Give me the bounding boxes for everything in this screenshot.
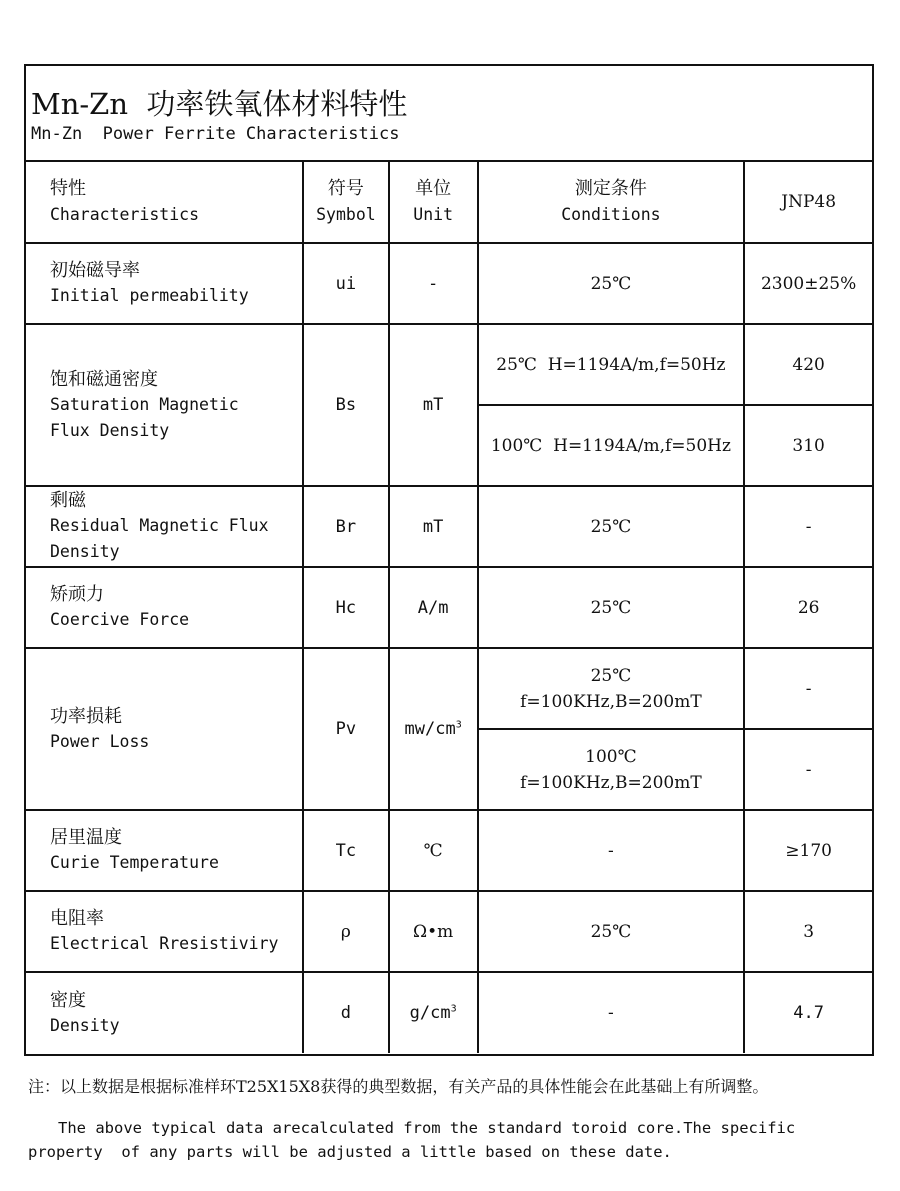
value-cell: ≥170: [744, 810, 872, 891]
characteristic-cell: [26, 243, 303, 324]
characteristic-cell: [26, 324, 303, 486]
value-cell: 3: [744, 891, 872, 972]
title-block: [26, 66, 872, 162]
characteristic-cn: 电阻率: [50, 908, 104, 929]
unit-cell: -: [389, 243, 478, 324]
condition-parameters: f=100KHz,B=200mT: [520, 691, 702, 712]
condition-cell: 25℃: [478, 486, 745, 567]
header-conditions: [478, 162, 745, 243]
condition-cell: 25℃: [478, 567, 745, 648]
table-row-coercive-force: [26, 567, 872, 648]
note-chinese: 注：以上数据是根据标准样环T25X15X8获得的典型数据，有关产品的具体性能会在此基础上有所调整。: [28, 1077, 769, 1096]
note-english: [28, 1116, 868, 1164]
characteristic-en: Coercive Force: [50, 610, 190, 629]
condition-cell: -: [478, 972, 745, 1053]
table-row-residual-flux-density: [26, 486, 872, 567]
note-english-line1: The above typical data arecalculated from the standard toroid core.The specific: [58, 1119, 796, 1137]
characteristic-en-line1: Residual Magnetic Flux: [50, 516, 269, 535]
header-conditions-en: Conditions: [561, 205, 661, 224]
value-cell: -: [744, 648, 872, 729]
characteristic-cell: [26, 891, 303, 972]
table-row-electrical-resistivity: [26, 891, 872, 972]
ferrite-spec-sheet: [24, 64, 874, 1056]
header-unit-en: Unit: [413, 205, 454, 224]
value-cell: 420: [744, 324, 872, 405]
characteristic-en-line1: Saturation Magnetic: [50, 394, 239, 414]
title-english: Mn-Zn Power Ferrite Characteristics: [31, 124, 400, 144]
header-symbol-cn: 符号: [327, 178, 364, 199]
condition-parameters: f=100KHz,B=200mT: [520, 772, 702, 793]
value-cell: 310: [744, 405, 872, 486]
characteristic-en: Power Loss: [50, 731, 150, 751]
unit-base: mw/cm: [404, 719, 456, 739]
characteristic-cn: 剩磁: [50, 490, 86, 511]
characteristic-cn: 初始磁导率: [50, 260, 140, 281]
characteristic-en-line2: Density: [50, 542, 120, 561]
symbol-cell: ui: [303, 243, 389, 324]
header-conditions-cn: 测定条件: [574, 178, 647, 199]
title-chinese: Mn-Zn 功率铁氧体材料特性: [31, 87, 408, 121]
header-characteristics-cn: 特性: [50, 178, 86, 199]
table-row-power-loss: [26, 648, 872, 729]
table-row-saturation-flux-density: [26, 324, 872, 405]
characteristic-en: Initial permeability: [50, 286, 249, 305]
value-cell: 26: [744, 567, 872, 648]
symbol-cell: Tc: [303, 810, 389, 891]
symbol-cell: Bs: [303, 324, 389, 486]
condition-cell: 100℃ H=1194A/m,f=50Hz: [478, 405, 745, 486]
characteristic-cn: 矫顽力: [50, 584, 104, 605]
characteristic-cell: [26, 567, 303, 648]
characteristic-en: Density: [50, 1015, 120, 1035]
symbol-cell: d: [303, 972, 389, 1053]
condition-cell: [478, 648, 745, 729]
characteristic-en: Curie Temperature: [50, 853, 219, 872]
symbol-cell: ρ: [303, 891, 389, 972]
condition-cell: 25℃: [478, 243, 745, 324]
characteristic-cn: 居里温度: [50, 827, 122, 848]
unit-cell: [389, 648, 478, 810]
unit-cell: mT: [389, 486, 478, 567]
characteristic-cell: [26, 648, 303, 810]
unit-cell: ℃: [389, 810, 478, 891]
table-row-initial-permeability: [26, 243, 872, 324]
condition-cell: [478, 729, 745, 810]
characteristic-cell: [26, 810, 303, 891]
table-row-curie-temperature: [26, 810, 872, 891]
characteristics-table: [26, 162, 872, 1053]
characteristic-cn: 密度: [50, 989, 86, 1011]
header-characteristics: [26, 162, 303, 243]
unit-cell: [389, 972, 478, 1053]
characteristic-cell: [26, 486, 303, 567]
characteristic-cn: 饱和磁通密度: [50, 368, 158, 390]
value-cell: 2300±25%: [744, 243, 872, 324]
symbol-cell: Hc: [303, 567, 389, 648]
unit-exponent: 3: [450, 1003, 457, 1015]
condition-cell: 25℃ H=1194A/m,f=50Hz: [478, 324, 745, 405]
header-unit-cn: 单位: [415, 178, 452, 199]
table-row-density: [26, 972, 872, 1053]
symbol-cell: Pv: [303, 648, 389, 810]
unit-base: g/cm: [409, 1003, 451, 1023]
value-cell: 4.7: [744, 972, 872, 1053]
header-unit: [389, 162, 478, 243]
characteristic-en: Electrical Rresistiviry: [50, 934, 279, 953]
characteristic-cn: 功率损耗: [50, 705, 122, 727]
header-symbol-en: Symbol: [316, 205, 376, 224]
value-cell: -: [744, 486, 872, 567]
condition-temperature: 100℃: [585, 746, 637, 767]
symbol-cell: Br: [303, 486, 389, 567]
header-grade: JNP48: [744, 162, 872, 243]
condition-cell: 25℃: [478, 891, 745, 972]
unit-cell: A/m: [389, 567, 478, 648]
condition-temperature: 25℃: [590, 665, 632, 686]
unit-cell: Ω•m: [389, 891, 478, 972]
note-english-line2: property of any parts will be adjusted a little based on these date.: [28, 1143, 672, 1161]
characteristic-cell: [26, 972, 303, 1053]
header-symbol: [303, 162, 389, 243]
unit-cell: mT: [389, 324, 478, 486]
unit-exponent: 3: [455, 719, 462, 731]
characteristic-en-line2: Flux Density: [50, 420, 170, 440]
table-header-row: [26, 162, 872, 243]
header-characteristics-en: Characteristics: [50, 205, 200, 224]
condition-cell: -: [478, 810, 745, 891]
value-cell: -: [744, 729, 872, 810]
